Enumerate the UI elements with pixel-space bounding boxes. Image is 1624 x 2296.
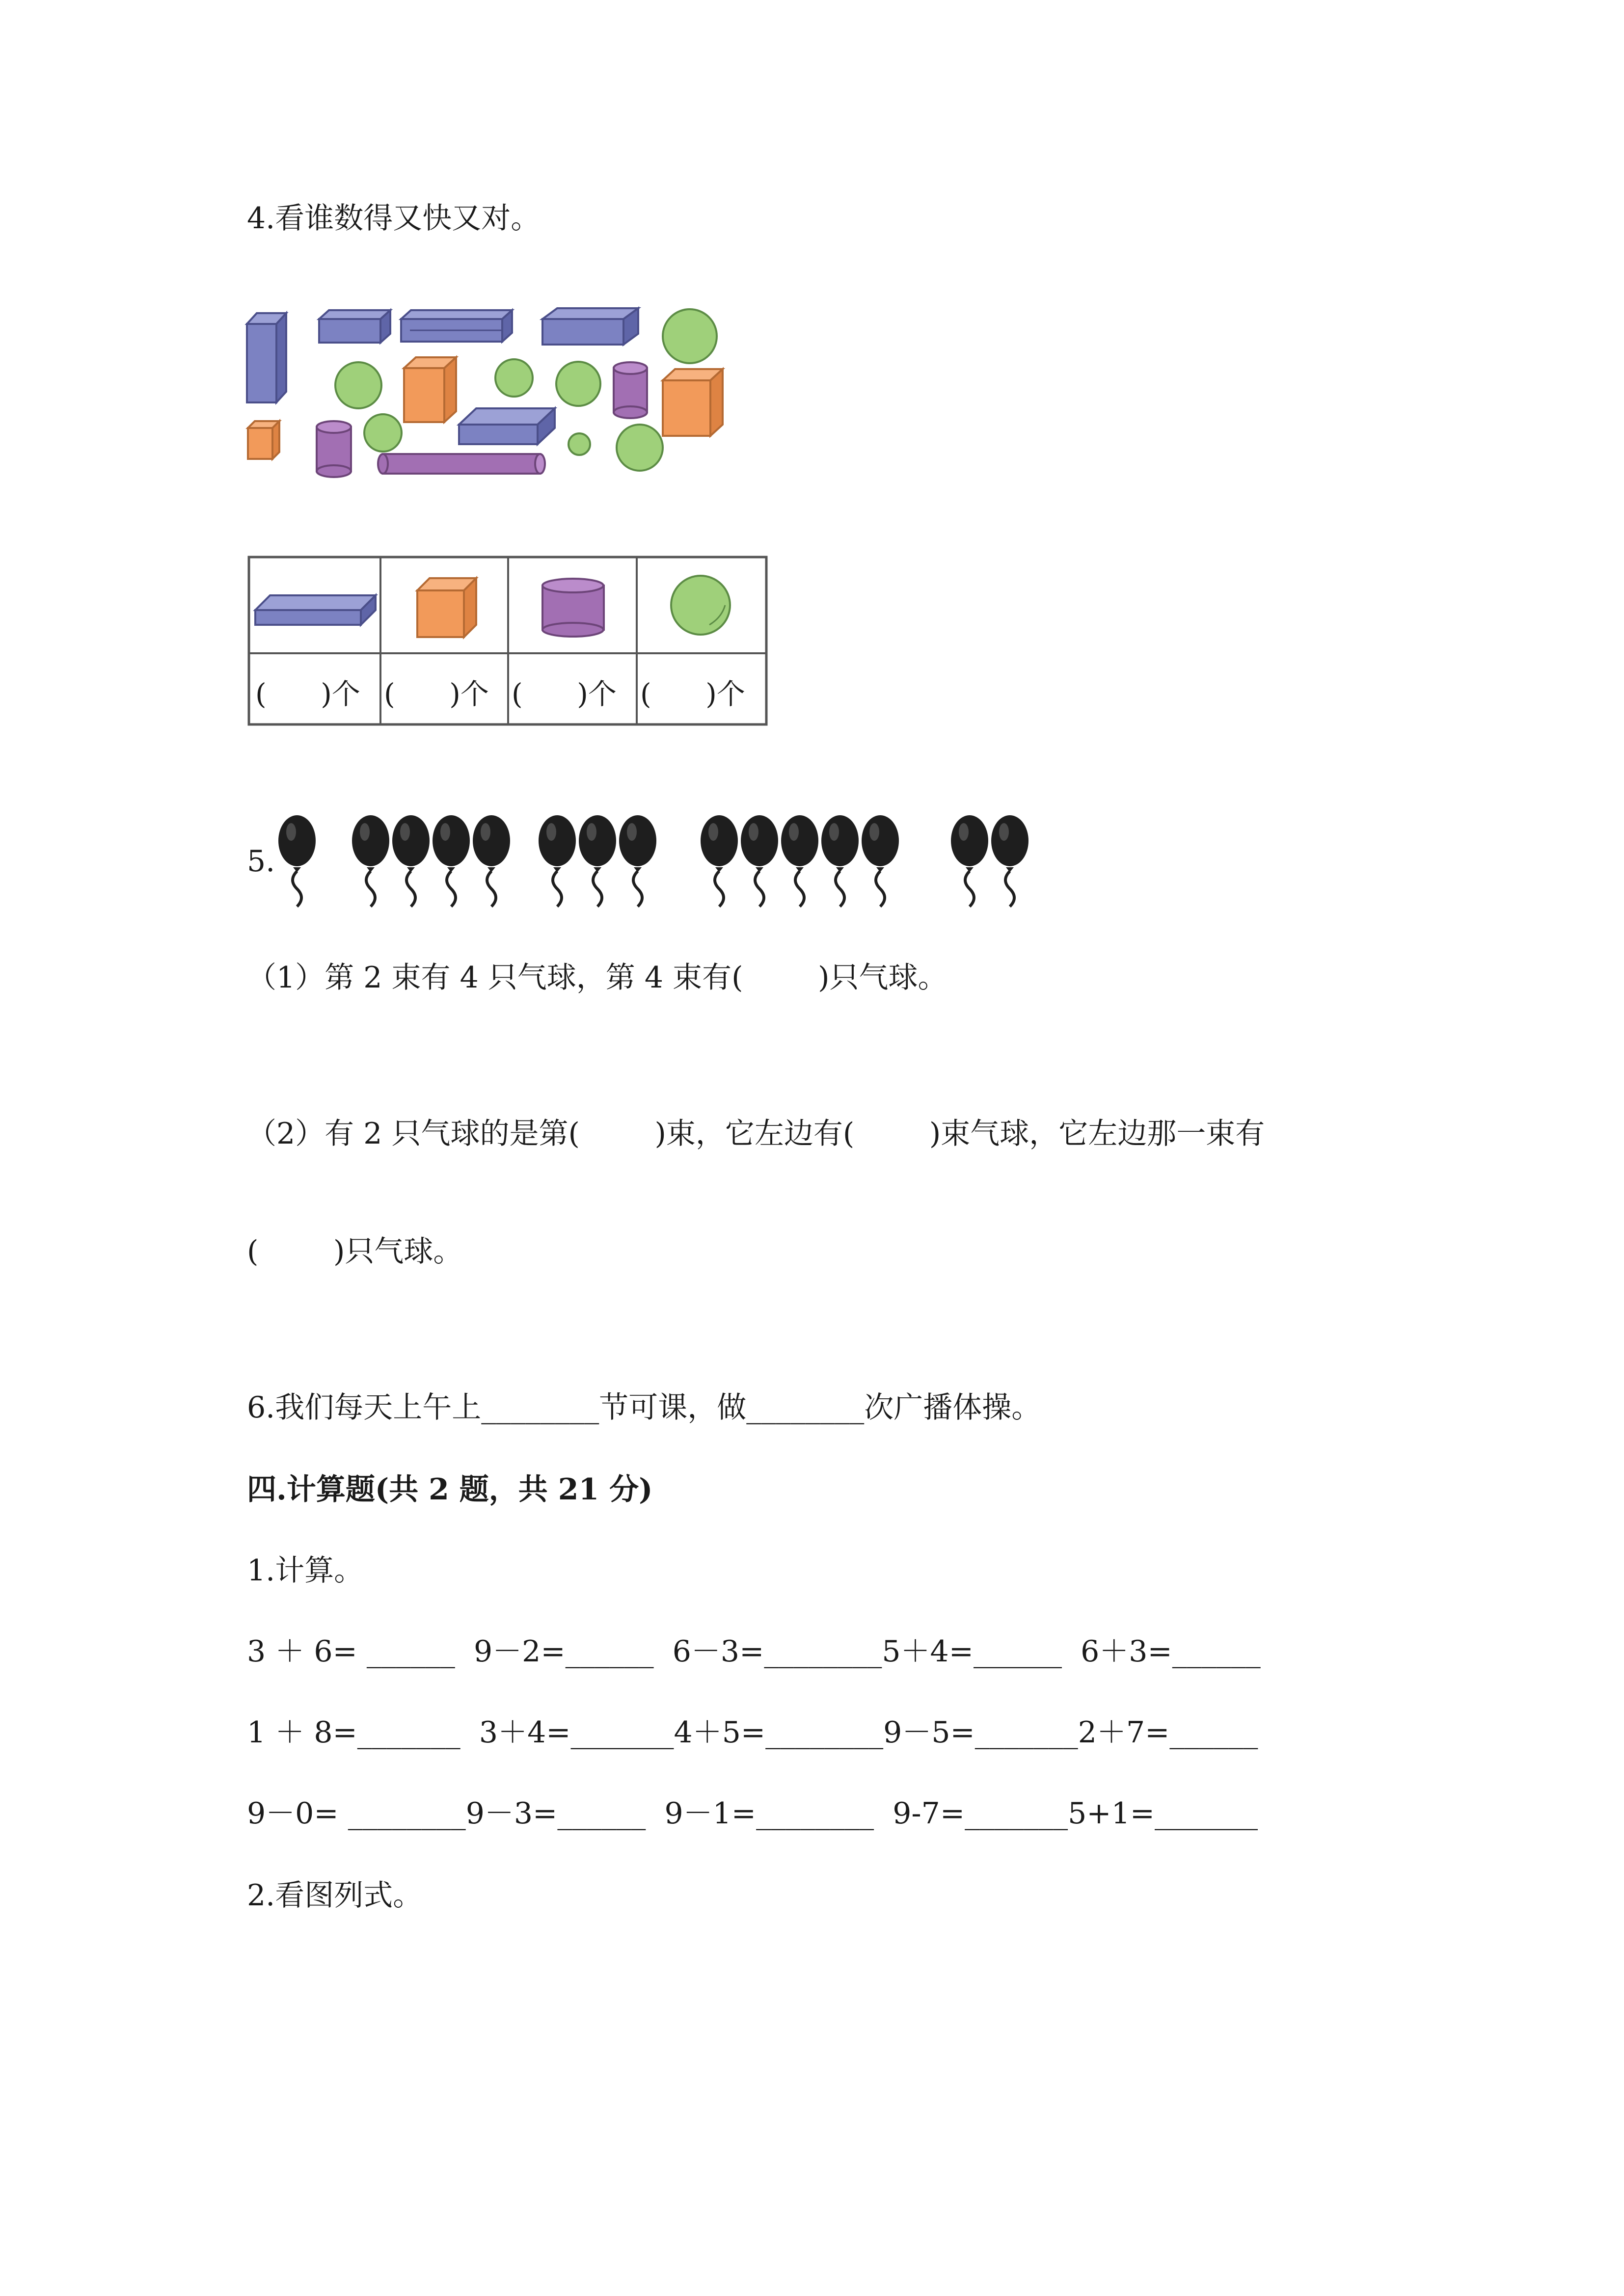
blue-prism-right [542,308,638,345]
table-blue-prism-icon [255,595,376,625]
table-blank-cylinder[interactable]: ( )个 [512,677,617,711]
q6-text: 6.我们每天上午上________节可课，做________次广播体操。 [247,1390,1041,1425]
green-sphere [335,309,717,471]
balloon [352,815,389,907]
balloon [821,815,859,907]
calc-q2-title: 2.看图列式。 [247,1878,423,1913]
balloon [619,815,656,907]
table-green-sphere-icon [671,576,730,635]
balloon [278,815,316,907]
table-blank-prism[interactable]: ( )个 [255,677,360,711]
q5-sub1: （1）第 2 束有 4 只气球，第 4 束有( )只气球。 [247,961,947,995]
blue-prism-flat-2 [459,408,555,444]
orange-cube-small [248,421,279,459]
balloon [781,815,818,907]
q4-title: 4.看谁数得又快又对。 [247,201,541,236]
orange-cube-right [663,369,723,436]
balloon [862,815,899,907]
calc-row-2: 1 ＋ 8=_______ 3＋4=_______4＋5=________9－5=_______2＋7=______ [247,1715,1258,1750]
q5-number: 5. [247,844,275,879]
balloon [433,815,470,907]
purple-cylinder-small [614,362,647,418]
balloon [701,815,738,907]
table-orange-cube-icon [417,578,476,637]
section4-heading: 四.计算题(共 2 题，共 21 分) [247,1472,653,1507]
purple-cylinder-bottom [317,421,351,477]
q5-sub2: （2）有 2 只气球的是第( )束，它左边有( )束气球，它左边那一束有 [247,1117,1265,1151]
purple-cylinder-horizontal [378,454,545,474]
blue-prism-tall [247,313,286,402]
balloon-figure [275,812,1041,915]
balloon [951,815,988,907]
balloon [392,815,430,907]
table-blank-cube[interactable]: ( )个 [384,677,489,711]
orange-cube-center [404,357,456,422]
calc-row-1: 3 ＋ 6= ______ 9－2=______ 6－3=________5＋4=______ 6＋3=______ [247,1634,1261,1669]
shapes-figure [243,304,734,481]
calc-row-3: 9－0= ________9－3=______ 9－1=________ 9-7=_______5+1=_______ [247,1796,1258,1831]
balloon [579,815,616,907]
balloon [991,815,1029,907]
blue-prism-flat-1 [319,310,390,343]
table-blank-sphere[interactable]: ( )个 [640,677,745,711]
table-purple-cylinder-icon [542,579,604,637]
q5-sub2-cont: ( )只气球。 [247,1234,463,1269]
blue-prism-long [401,310,512,342]
balloon [473,815,510,907]
balloon [741,815,778,907]
balloon [539,815,576,907]
calc-q1-title: 1.计算。 [247,1553,364,1588]
